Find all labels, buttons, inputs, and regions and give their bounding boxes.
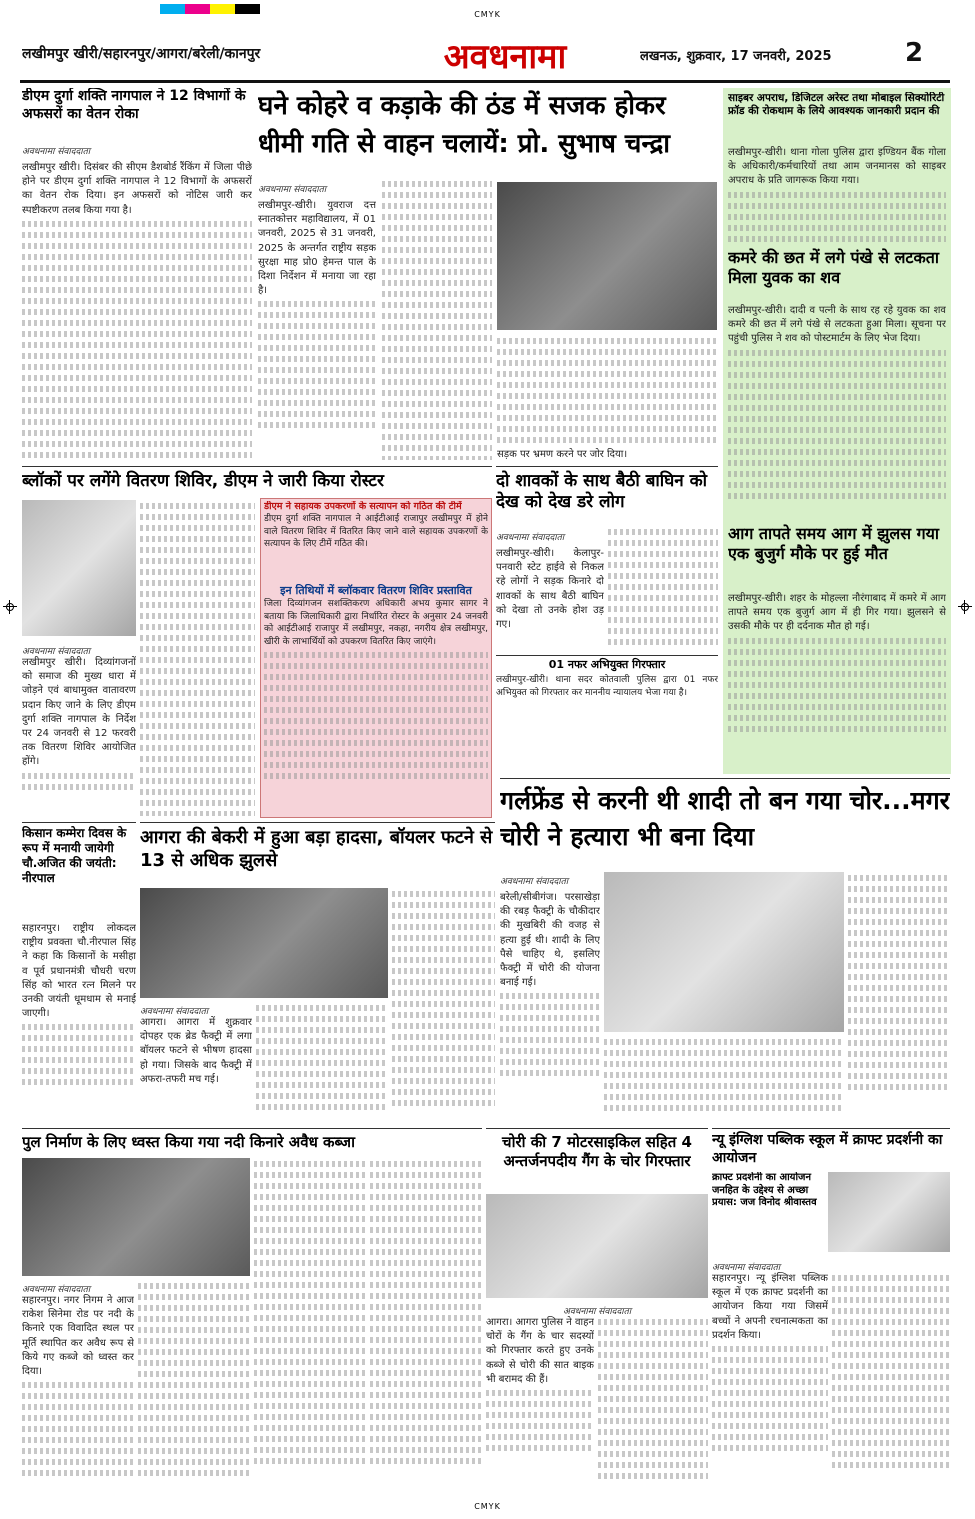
cmyk-mark-top: CMYK [474,10,501,19]
cmyk-mark-bottom: CMYK [474,1502,501,1511]
girlfriend-col2 [604,1036,844,1122]
agra-bakery-headline: आगरा की बेकरी में हुआ बड़ा हादसा, बॉयलर फटने से 13 से अधिक झुलसे [140,822,495,884]
page-number: 2 [905,38,924,68]
masthead-rule [20,80,950,83]
agra-bakery-article [140,1016,252,1122]
byline: अवधनामा संवाददाता [500,877,569,887]
article-body: लखीमपुर-खीरी। युवराज दत्त स्नातकोत्तर महाविद्यालय, में 01 जनवरी, 2025 से 31 जनवरी, 2025 के अन्तर्गत राष्ट्रीय सड़क सुरक्षा माह प्रो0 हेमन्त पाल के दिशा निर्देशन में मनाया जा रहा है। [258,200,376,297]
camp-pink-top: डीएम ने सहायक उपकरणों के सत्यापन को गठित की टीमें डीएम दुर्गा शक्ति नागपाल ने आईटीआई राजापुर लखीमपुर में होने वाले वितरण शिविर में वितरित किए जाने वाले सहायक उपकरणों के सत्यापन के लिए टीमें गठित की। [264,501,488,550]
byline: अवधनामा संवाददाता [258,185,327,195]
logo-text: अवधनामा [443,37,567,77]
school-exhibition-photo [828,1172,950,1252]
bridge-col3 [254,1158,366,1494]
girlfriend-headline: गर्लफ्रेंड से करनी थी शादी तो बन गया चोर...मगर चोरी ने हत्यारा भी बना दिया [500,778,950,868]
article-body: लखीमपुर खीरी। दिसंबर की सीएम डैशबोर्ड रैंकिंग में जिला पीछे होने पर डीएम दुर्गा शक्ति नागपाल ने 12 विभागों के अफसरों का वेतन रोक दिया। इन अफसरों को नोटिस जारी कर स्पष्टीकरण तलब किया गया है। [22,162,252,216]
kisan-headline: किसान कम्मेरा दिवस के रूप में मनायी जायेगी चौ.अजित की जयंती: नीरपाल [22,822,136,920]
camp-byline: अवधनामा संवाददाता [22,647,91,654]
fire-death-headline: आग तापते समय आग में झुलस गया एक बुजुर्ग मौके पर हुई मौत [728,524,940,563]
camp-article [22,656,136,816]
agra-bakery-col2 [256,1002,388,1122]
dm-salary-article [22,140,252,460]
warrant-headline: 01 नफर अभियुक्त गिरफ्तार [496,655,718,673]
school-byline: अवधनामा संवाददाता [712,1263,781,1270]
dm-portrait-photo [22,500,136,636]
agra-bakery-byline: अवधनामा संवाददाता [140,1007,209,1014]
bridge-byline: अवधनामा संवाददाता [22,1285,91,1292]
hanging-headline: कमरे की छत में लगे पंखे से लटकता मिला युवक का शव [728,248,940,287]
school-headline: न्यू इंग्लिश पब्लिक स्कूल में क्राफ्ट प्रदर्शनी का आयोजन [712,1128,950,1170]
kisan-article [22,922,136,1122]
bakery-collapse-photo [140,888,388,998]
article-body: सहारनपुर। नगर निगम ने आज राकेश सिनेमा रोड पर नदी के किनारे एक विवादित स्थल पर मूर्ति स्थापित कर अवैध रूप से किये गए कब्जे को ध्वस्त कर दिया। [22,1295,134,1377]
camp-col2 [140,500,255,816]
tigress-headline: दो शावकों के साथ बैठी बाघिन को देख को देख डरे लोग [496,466,718,524]
bike-theft-col2 [598,1316,708,1494]
police-press-photo [604,872,844,1032]
article-body: बरेली/सीबीगंज। परसाखेड़ा की रबड़ फैक्ट्री के चौकीदार की मुखबिरी की वजह से हत्या हुई थी। शादी के लिए पैसे चाहिए थे, इसलिए फैक्ट्री में चोरी की योजना बनाई गई। [500,892,600,989]
masthead-editions: लखीमपुर खीरी/सहारनपुर/आगरा/बरेली/कानपुर [22,46,261,62]
bridge-col2 [138,1280,250,1494]
article-body: सहारनपुर। न्यू इंग्लिश पब्लिक स्कूल में एक क्राफ्ट प्रदर्शनी का आयोजन किया गया जिसमें बच्चों ने अपनी रचनात्मकता का प्रदर्शन किया। [712,1273,828,1341]
hanging-article [728,304,946,520]
cyber-headline: साइबर अपराध, डिजिटल अरेस्ट तथा मोबाइल सिक्योरिटी फ्रॉड की रोकथाम के लिये आवश्यक जानकारी प्रदान की [728,92,945,118]
bridge-col4 [370,1158,482,1494]
bridge-headline: पुल निर्माण के लिए ध्वस्त किया गया नदी किनारे अवैध कब्जा [22,1128,482,1154]
crop-mark-left [3,600,17,614]
byline: अवधनामा संवाददाता [22,147,91,157]
school-article [712,1272,828,1494]
fog-drive-col3 [497,335,717,460]
bulldozer-photo [22,1158,250,1276]
girlfriend-col3 [848,872,950,1122]
article-body: आगरा। आगरा में शुक्रवार दोपहर एक ब्रेड फैक्ट्री में लगा बॉयलर फटने से भीषण हादसा हो गया। जिसके बाद फैक्ट्री में अफरा-तफरी मच गई। [140,1017,252,1085]
camp-dates-box: इन तिथियों में ब्लॉकवार वितरण शिविर प्रस्तावित जिला दिव्यांगजन सशक्तिकरण अधिकारी अभय कुमार सागर ने बताया कि जिलाधिकारी द्वारा निर्धारित रोस्टर के अनुसार 24 जनवरी को आईटीआई राजापुर में लखीमपुर, नकहा, नगरीय क्षेत्र लखीमपुर, खीरी के लाभार्थियों को उपकरण वितरित किए जाएंगे। [264,584,488,814]
masthead-dateline: लखनऊ, शुक्रवार, 17 जनवरी, 2025 [640,49,832,64]
agra-bakery-col3 [392,888,495,1122]
bridge-article [22,1294,134,1494]
bike-theft-headline: चोरी की 7 मोटरसाइकिल सहित 4 अन्तर्जनपदीय गैंग के चोर गिरफ्तार [486,1128,708,1190]
bike-theft-byline: अवधनामा संवाददाता [562,1307,632,1314]
warrant-article: लखीमपुर-खीरी। थाना सदर कोतवाली पुलिस द्वारा 01 नफर अभियुक्त को गिरफ्तार कर माननीय न्यायालय भेजा गया है। [496,675,718,698]
article-body: आगरा। आगरा पुलिस ने वाहन चोरों के गैंग के चार सदस्यों को गिरफ्तार करते हुए उनके कब्जे से चोरी की सात बाइक भी बरामद की हैं। [486,1317,594,1385]
fire-death-article [728,592,946,770]
masthead-logo [395,32,615,78]
students-rally-photo [497,182,717,330]
dm-salary-headline: डीएम दुर्गा शक्ति नागपाल ने 12 विभागों के अफसरों का वेतन रोका [22,88,246,122]
fog-drive-article [258,178,376,460]
article-body: लखीमपुर-खीरी। थाना गोला पुलिस द्वारा इण्डियन बैंक गोला के अधिकारी/कर्मचारियों तथा आम जनमानस को साइबर अपराध के प्रति जागरूक किया गया। [728,147,946,187]
crop-mark-right [958,600,972,614]
color-registration-bar [160,4,260,14]
tigress-col2 [608,526,718,650]
school-col2 [832,1272,950,1494]
article-body: लखीमपुर-खीरी। केलापुर-पनवारी स्टेट हाईवे से निकल रहे लोगों ने सड़क किनारे दो शावकों के साथ बैठी बाघिन को देखा तो उनके होश उड़ गए। [496,548,604,630]
girlfriend-article [500,870,600,1122]
article-body: लखीमपुर-खीरी। दादी व पत्नी के साथ रह रहे युवक का शव कमरे की छत में लगे पंखे से लटकता हुआ मिला। सूचना पर पहुंची पुलिस ने शव को पोस्टमार्टम के लिए भेज दिया। [728,305,946,345]
cyber-article [728,146,946,246]
recovered-bikes-photo [486,1194,708,1298]
bike-theft-article [486,1316,594,1494]
byline: अवधनामा संवाददाता [496,533,565,543]
fog-drive-headline: घने कोहरे व कड़ाके की ठंड में सजक होकर धीमी गति से वाहन चलायें: प्रो. सुभाष चन्द्रा [258,91,671,159]
article-body: सहारनपुर। राष्ट्रीय लोकदल राष्ट्रीय प्रवक्ता चौ.नीरपाल सिंह ने कहा कि किसानों के मसीहा व पूर्व प्रधानमंत्री चौधरी चरण सिंह को भारत रत्न मिलने पर उनकी जयंती धूमधाम से मनाई जाएगी। [22,923,136,1020]
article-body: लखीमपुर खीरी। दिव्यांगजनों को समाज की मुख्य धारा में जोड़ने एवं बाधामुक्त वातावरण प्रदान किए जाने के लिए डीएम दुर्गा शक्ति नागपाल के निर्देश पर 24 जनवरी से 12 फरवरी तक वितरण शिविर आयोजित होंगे। [22,657,136,768]
tigress-article [496,526,604,650]
camp-headline: ब्लॉकों पर लगेंगे वितरण शिविर, डीएम ने जारी किया रोस्टर [22,466,492,496]
article-end: सड़क पर भ्रमण करने पर जोर दिया। [497,449,628,460]
school-subhead: क्राफ्ट प्रदर्शनी का आयोजन जनहित के उद्देश्य से अच्छा प्रयास: जज विनोद श्रीवास्तव [712,1172,817,1208]
article-body: लखीमपुर-खीरी। शहर के मोहल्ला नौरंगाबाद में कमरे में आग तापते समय एक बुजुर्ग आग में ही गिर गया। झुलसने से उसकी मौके पर ही दर्दनाक मौत हो गई। [728,593,946,633]
fog-drive-col2 [382,178,492,460]
